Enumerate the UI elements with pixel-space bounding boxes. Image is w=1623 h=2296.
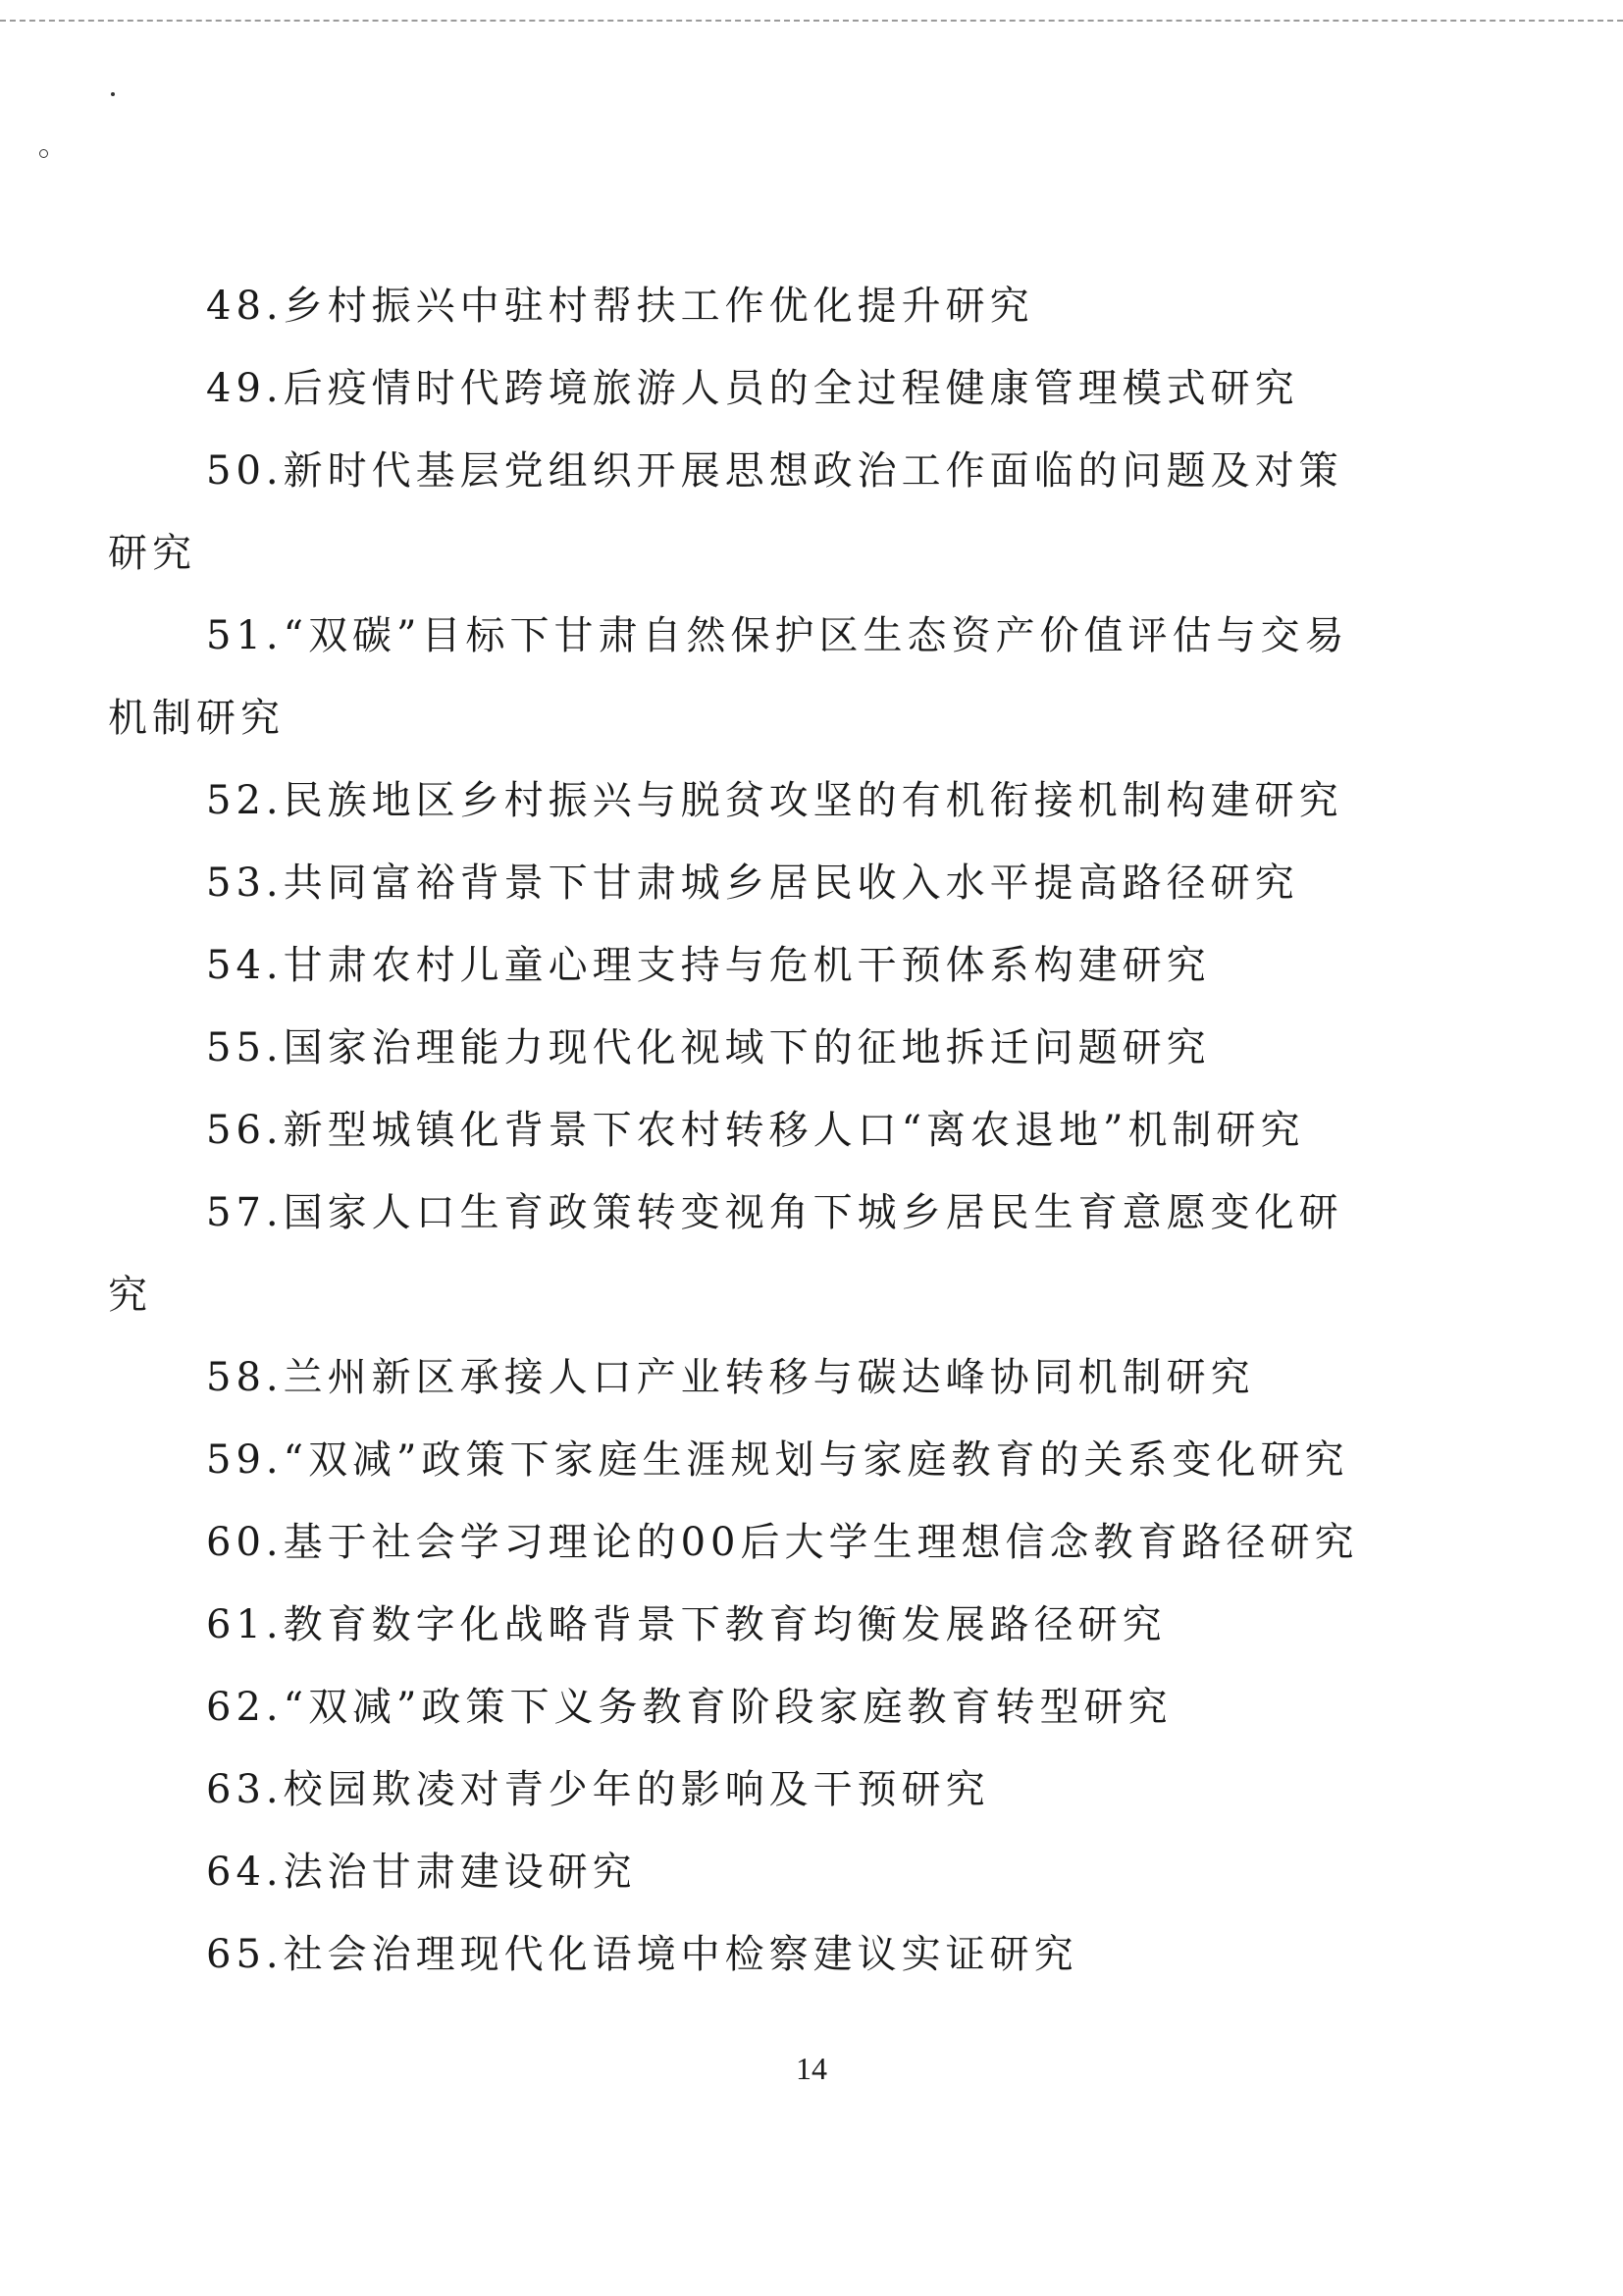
topic-text: 55.国家治理能力现代化视域下的征地拆迁问题研究 <box>206 1025 1211 1070</box>
topic-item <box>206 265 1452 347</box>
topic-text: 65.社会治理现代化语境中检察建议实证研究 <box>206 1932 1078 1977</box>
topic-continuation: 研究 <box>108 531 196 576</box>
topic-text: 52.民族地区乡村振兴与脱贫攻坚的有机衔接机制构建研究 <box>206 778 1343 823</box>
topic-text: 61.教育数字化战略背景下教育均衡发展路径研究 <box>206 1602 1167 1647</box>
page-number: 14 <box>796 2051 827 2086</box>
topic-text: 51.“双碳”目标下甘肃自然保护区生态资产价值评估与交易 <box>206 613 1349 658</box>
topic-text: 53.共同富裕背景下甘肃城乡居民收入水平提高路径研究 <box>206 861 1299 906</box>
topic-item <box>206 347 1452 430</box>
topic-item <box>108 595 1452 759</box>
topic-text: 64.法治甘肃建设研究 <box>206 1850 637 1895</box>
topic-text: 48.乡村振兴中驻村帮扶工作优化提升研究 <box>206 284 1034 329</box>
scan-edge-line <box>0 20 1623 22</box>
scan-speck <box>39 149 48 158</box>
topic-text: 54.甘肃农村儿童心理支持与危机干预体系构建研究 <box>206 943 1211 988</box>
topic-text: 50.新时代基层党组织开展思想政治工作面临的问题及对策 <box>206 448 1343 494</box>
topic-text: 58.兰州新区承接人口产业转移与碳达峰协同机制研究 <box>206 1355 1255 1400</box>
scan-speck <box>111 92 115 96</box>
topic-text: 63.校园欺凌对青少年的影响及干预研究 <box>206 1767 990 1812</box>
topic-item <box>206 759 1452 842</box>
topic-continuation: 究 <box>108 1273 152 1318</box>
topic-text: 59.“双减”政策下家庭生涯规划与家庭教育的关系变化研究 <box>206 1437 1349 1483</box>
topic-item <box>206 842 1452 924</box>
topic-item <box>206 1666 1452 1748</box>
topic-text: 62.“双减”政策下义务教育阶段家庭教育转型研究 <box>206 1685 1173 1730</box>
topic-item <box>206 1336 1452 1419</box>
topic-text: 49.后疫情时代跨境旅游人员的全过程健康管理模式研究 <box>206 366 1299 411</box>
topic-continuation: 机制研究 <box>108 696 285 741</box>
topic-item <box>206 1419 1452 1501</box>
topic-item <box>206 1584 1452 1666</box>
topic-text: 57.国家人口生育政策转变视角下城乡居民生育意愿变化研 <box>206 1190 1343 1235</box>
topic-item <box>206 1089 1452 1172</box>
topic-item <box>206 1007 1452 1089</box>
topic-list <box>108 265 1452 1996</box>
topic-item <box>206 924 1452 1007</box>
topic-item <box>108 1172 1452 1336</box>
topic-item <box>206 1913 1452 1996</box>
topic-item <box>108 430 1452 595</box>
topic-item <box>206 1501 1452 1584</box>
topic-item <box>206 1831 1452 1913</box>
topic-text: 56.新型城镇化背景下农村转移人口“离农退地”机制研究 <box>206 1108 1305 1153</box>
topic-item <box>206 1748 1452 1831</box>
topic-text: 60.基于社会学习理论的00后大学生理想信念教育路径研究 <box>206 1520 1359 1565</box>
